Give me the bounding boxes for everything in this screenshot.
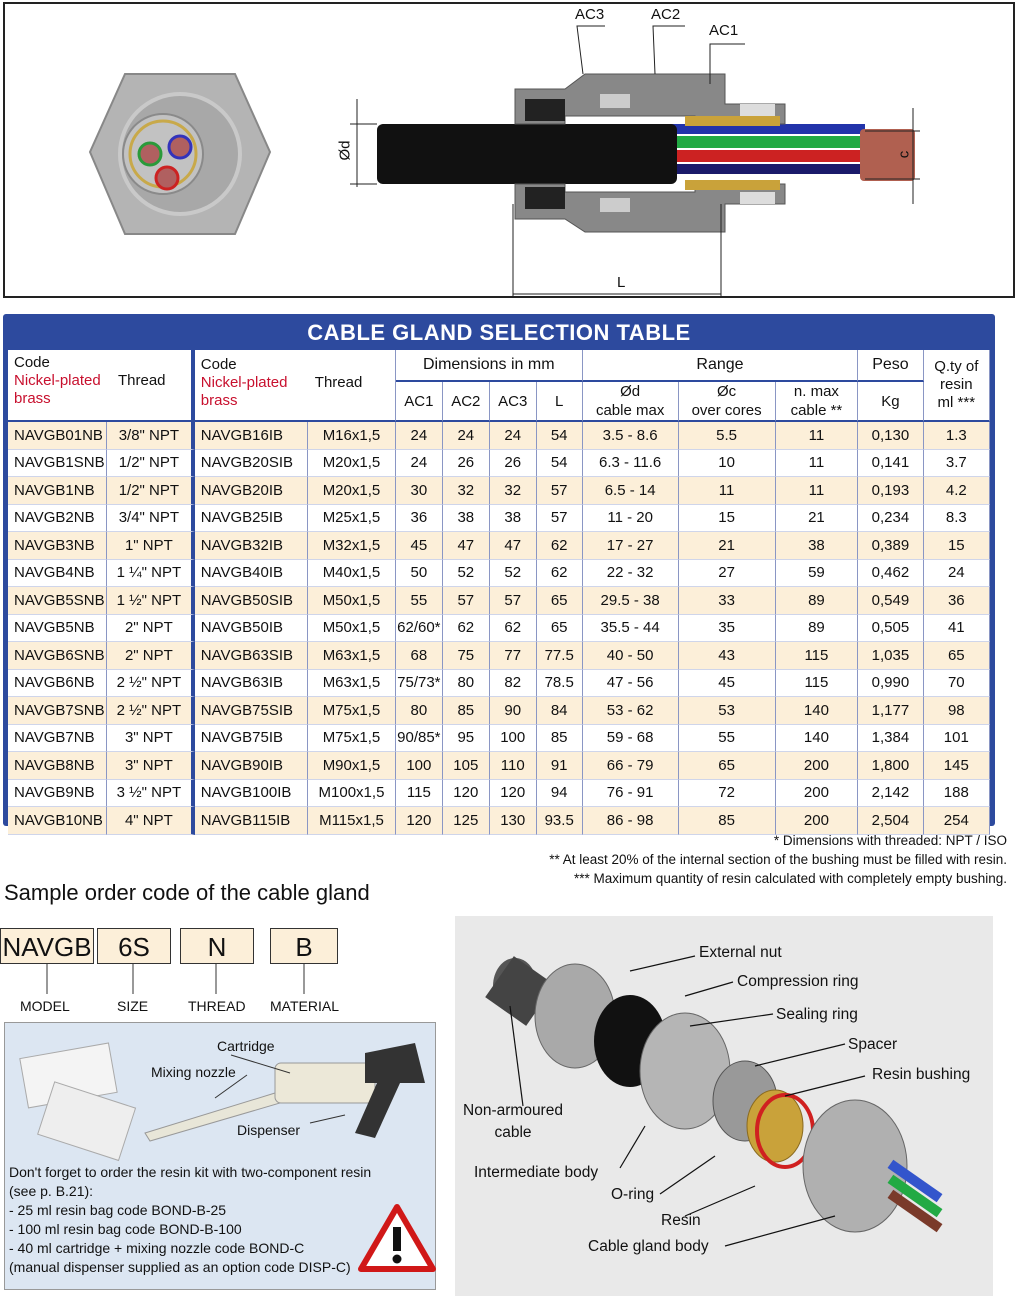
footnote-2: ** At least 20% of the internal section of the bushing must be filled with resin. xyxy=(549,852,1007,867)
table-cell: 101 xyxy=(924,725,990,753)
table-cell: 43 xyxy=(679,642,776,670)
table-row xyxy=(8,697,990,725)
header-peso: Peso xyxy=(858,350,923,382)
selection-table xyxy=(8,350,990,835)
table-cell: NAVGB75IB xyxy=(195,725,308,753)
table-cell: NAVGB16IB xyxy=(195,422,308,450)
table-cell: M25x1,5 xyxy=(308,505,396,533)
table-cell: 65 xyxy=(537,587,583,615)
code-box-material: B xyxy=(270,928,338,964)
table-cell: 85 xyxy=(537,725,583,753)
table-cell: 4.2 xyxy=(924,477,990,505)
footnote-1: * Dimensions with threaded: NPT / ISO xyxy=(773,833,1007,848)
table-cell: 72 xyxy=(679,780,776,808)
table-cell: 3" NPT xyxy=(107,725,195,753)
table-cell: 26 xyxy=(490,450,537,478)
table-cell: 1,177 xyxy=(858,697,923,725)
table-cell: NAVGB63IB xyxy=(195,670,308,698)
table-cell: 145 xyxy=(924,752,990,780)
table-cell: 93.5 xyxy=(537,807,583,835)
table-cell: NAVGB75SIB xyxy=(195,697,308,725)
header-ac2: AC2 xyxy=(443,382,490,422)
table-cell: M63x1,5 xyxy=(308,642,396,670)
table-cell: 3" NPT xyxy=(107,752,195,780)
front-view xyxy=(90,74,270,234)
table-cell: 0,990 xyxy=(858,670,923,698)
table-cell: 89 xyxy=(776,587,859,615)
ac2-label: AC2 xyxy=(651,6,681,23)
code-box-size: 6S xyxy=(97,928,171,964)
table-cell: 1 ½" NPT xyxy=(107,587,195,615)
table-cell: 62 xyxy=(490,615,537,643)
table-cell: 2,504 xyxy=(858,807,923,835)
table-cell: 47 xyxy=(490,532,537,560)
table-cell: 24 xyxy=(396,422,443,450)
table-cell: 200 xyxy=(776,780,859,808)
header-range: Range xyxy=(583,350,859,382)
table-row xyxy=(8,422,990,450)
table-row xyxy=(8,450,990,478)
table-cell: M63x1,5 xyxy=(308,670,396,698)
table-cell: NAVGB32IB xyxy=(195,532,308,560)
table-cell: NAVGB6NB xyxy=(8,670,107,698)
table-cell: 82 xyxy=(490,670,537,698)
table-cell: 66 - 79 xyxy=(583,752,679,780)
table-cell: 59 - 68 xyxy=(583,725,679,753)
table-cell: NAVGB6SNB xyxy=(8,642,107,670)
header-nickel-label: Nickel-plated xyxy=(14,372,101,389)
exploded-view-panel xyxy=(455,916,993,1296)
table-cell: 32 xyxy=(443,477,490,505)
table-cell: NAVGB90IB xyxy=(195,752,308,780)
table-cell: 21 xyxy=(776,505,859,533)
table-cell: 1" NPT xyxy=(107,532,195,560)
table-cell: 30 xyxy=(396,477,443,505)
table-cell: NAVGB4NB xyxy=(8,560,107,588)
kit-line-4: - 100 ml resin bag code BOND-B-100 xyxy=(9,1221,242,1237)
table-cell: NAVGB1SNB xyxy=(8,450,107,478)
kit-line-2: (see p. B.21): xyxy=(9,1183,94,1199)
table-cell: 11 xyxy=(776,422,859,450)
table-cell: 125 xyxy=(443,807,490,835)
table-cell: 2,142 xyxy=(858,780,923,808)
kit-line-6: (manual dispenser supplied as an option code DISP-C) xyxy=(9,1259,351,1275)
table-row xyxy=(8,642,990,670)
table-cell: 57 xyxy=(537,505,583,533)
label-non-armoured: Non-armoured xyxy=(463,1102,563,1119)
table-row xyxy=(8,587,990,615)
table-cell: M16x1,5 xyxy=(308,422,396,450)
code-box-model: NAVGB xyxy=(0,928,94,964)
table-cell: 54 xyxy=(537,422,583,450)
table-cell: NAVGB01NB xyxy=(8,422,107,450)
table-cell: 62 xyxy=(443,615,490,643)
label-o-ring: O-ring xyxy=(611,1186,655,1203)
table-cell: 22 - 32 xyxy=(583,560,679,588)
table-cell: 11 - 20 xyxy=(583,505,679,533)
table-cell: 3 ½" NPT xyxy=(107,780,195,808)
table-cell: 24 xyxy=(443,422,490,450)
table-cell: M40x1,5 xyxy=(308,560,396,588)
table-cell: 130 xyxy=(490,807,537,835)
header-ac3: AC3 xyxy=(490,382,537,422)
table-cell: 27 xyxy=(679,560,776,588)
table-cell: 2 ½" NPT xyxy=(107,697,195,725)
table-cell: 75/73* xyxy=(396,670,443,698)
table-cell: 6.5 - 14 xyxy=(583,477,679,505)
table-cell: 62/60* xyxy=(396,615,443,643)
label-compression-ring: Compression ring xyxy=(737,973,859,990)
label-spacer: Spacer xyxy=(848,1036,898,1053)
header-code-label-2: Code xyxy=(200,356,237,373)
table-cell: 70 xyxy=(924,670,990,698)
code-connector-lines xyxy=(0,964,340,998)
table-cell: 33 xyxy=(679,587,776,615)
technical-drawing xyxy=(3,2,1015,298)
table-cell: 40 - 50 xyxy=(583,642,679,670)
table-cell: 85 xyxy=(443,697,490,725)
header-nmax-1: n. max xyxy=(793,383,839,400)
table-cell: NAVGB63SIB xyxy=(195,642,308,670)
table-cell: 140 xyxy=(776,697,859,725)
table-title: CABLE GLAND SELECTION TABLE xyxy=(307,320,691,345)
header-kg: Kg xyxy=(858,382,923,422)
header-qty-resin xyxy=(924,350,990,422)
table-cell: M32x1,5 xyxy=(308,532,396,560)
header-thread-label: Thread xyxy=(118,372,166,389)
table-cell: 5.5 xyxy=(679,422,776,450)
table-cell: NAVGB8NB xyxy=(8,752,107,780)
table-cell: 3/4" NPT xyxy=(107,505,195,533)
table-cell: 140 xyxy=(776,725,859,753)
cartridge-label: Cartridge xyxy=(217,1038,275,1054)
header-oc-1: Øc xyxy=(717,383,737,400)
table-cell: NAVGB1NB xyxy=(8,477,107,505)
gland-parts xyxy=(485,956,942,1232)
dispenser-label: Dispenser xyxy=(237,1122,301,1138)
table-cell: M20x1,5 xyxy=(308,450,396,478)
table-cell: M100x1,5 xyxy=(308,780,396,808)
table-cell: NAVGB5NB xyxy=(8,615,107,643)
resin-kit-panel xyxy=(4,1022,436,1290)
table-cell: 75 xyxy=(443,642,490,670)
table-cell: 2" NPT xyxy=(107,615,195,643)
table-cell: 200 xyxy=(776,752,859,780)
table-cell: 95 xyxy=(443,725,490,753)
table-cell: 68 xyxy=(396,642,443,670)
table-cell: M20x1,5 xyxy=(308,477,396,505)
table-cell: 53 - 62 xyxy=(583,697,679,725)
table-cell: 1/2" NPT xyxy=(107,450,195,478)
table-cell: 120 xyxy=(490,780,537,808)
footnote-3: *** Maximum quantity of resin calculated with completely empty bushing. xyxy=(574,871,1007,886)
table-cell: 47 - 56 xyxy=(583,670,679,698)
table-cell: 15 xyxy=(924,532,990,560)
diameter-d-label: Ød xyxy=(336,140,354,161)
table-cell: 36 xyxy=(396,505,443,533)
table-cell: 76 - 91 xyxy=(583,780,679,808)
table-row xyxy=(8,615,990,643)
table-cell: 78.5 xyxy=(537,670,583,698)
table-cell: 77 xyxy=(490,642,537,670)
table-cell: 10 xyxy=(679,450,776,478)
table-cell: 4" NPT xyxy=(107,807,195,835)
table-cell: 35.5 - 44 xyxy=(583,615,679,643)
table-cell: 80 xyxy=(443,670,490,698)
table-row xyxy=(8,532,990,560)
header-ac1: AC1 xyxy=(396,382,443,422)
table-cell: 85 xyxy=(679,807,776,835)
table-cell: 2" NPT xyxy=(107,642,195,670)
table-cell: 45 xyxy=(679,670,776,698)
table-cell: 3/8" NPT xyxy=(107,422,195,450)
selection-table-panel xyxy=(3,314,995,829)
table-cell: 1.3 xyxy=(924,422,990,450)
table-cell: 1,384 xyxy=(858,725,923,753)
table-cell: 38 xyxy=(490,505,537,533)
table-cell: 0,549 xyxy=(858,587,923,615)
table-cell: 59 xyxy=(776,560,859,588)
table-row xyxy=(8,807,990,835)
table-cell: 55 xyxy=(396,587,443,615)
table-cell: 24 xyxy=(490,422,537,450)
table-cell: 90 xyxy=(490,697,537,725)
table-body xyxy=(8,422,990,835)
table-cell: 115 xyxy=(776,670,859,698)
header-resin: resin xyxy=(940,376,973,393)
table-cell: 8.3 xyxy=(924,505,990,533)
table-cell: 24 xyxy=(396,450,443,478)
code-box-thread: N xyxy=(180,928,254,964)
header-od-1: Ød xyxy=(620,383,641,400)
cable-gland-drawing xyxy=(5,4,1013,296)
table-cell: 65 xyxy=(679,752,776,780)
table-cell: 45 xyxy=(396,532,443,560)
table-cell: M50x1,5 xyxy=(308,587,396,615)
header-code-label: Code xyxy=(14,354,50,371)
table-cell: NAVGB115IB xyxy=(195,807,308,835)
label-resin: Resin xyxy=(661,1212,701,1229)
header-qty: Q.ty of xyxy=(934,358,979,375)
table-cell: 62 xyxy=(537,532,583,560)
table-cell: 62 xyxy=(537,560,583,588)
ac1-label: AC1 xyxy=(709,22,739,39)
table-cell: 52 xyxy=(443,560,490,588)
table-cell: 2 ½" NPT xyxy=(107,670,195,698)
header-od xyxy=(583,382,679,422)
table-cell: NAVGB3NB xyxy=(8,532,107,560)
header-code-iso xyxy=(195,350,396,422)
label-external-nut: External nut xyxy=(699,944,782,961)
table-cell: 1/2" NPT xyxy=(107,477,195,505)
table-cell: 1,035 xyxy=(858,642,923,670)
table-cell: 120 xyxy=(396,807,443,835)
header-brass-label-2: brass xyxy=(200,392,238,409)
table-cell: 55 xyxy=(679,725,776,753)
label-intermediate-body: Intermediate body xyxy=(474,1164,599,1181)
table-cell: 0,505 xyxy=(858,615,923,643)
table-cell: NAVGB50SIB xyxy=(195,587,308,615)
table-cell: 57 xyxy=(490,587,537,615)
table-cell: 17 - 27 xyxy=(583,532,679,560)
label-cable: cable xyxy=(494,1124,532,1141)
table-cell: 54 xyxy=(537,450,583,478)
table-cell: 6.3 - 11.6 xyxy=(583,450,679,478)
table-cell: 80 xyxy=(396,697,443,725)
table-cell: NAVGB2NB xyxy=(8,505,107,533)
table-cell: 65 xyxy=(924,642,990,670)
table-row xyxy=(8,560,990,588)
table-cell: 36 xyxy=(924,587,990,615)
header-oc xyxy=(679,382,776,422)
table-cell: NAVGB20IB xyxy=(195,477,308,505)
table-cell: 188 xyxy=(924,780,990,808)
header-brass-label: brass xyxy=(14,390,51,407)
header-oc-2: over cores xyxy=(691,402,762,419)
table-cell: 89 xyxy=(776,615,859,643)
table-cell: 32 xyxy=(490,477,537,505)
table-cell: 57 xyxy=(443,587,490,615)
table-cell: NAVGB5SNB xyxy=(8,587,107,615)
table-cell: 35 xyxy=(679,615,776,643)
table-cell: 91 xyxy=(537,752,583,780)
length-l-label: L xyxy=(617,274,626,291)
table-cell: 120 xyxy=(443,780,490,808)
table-cell: 254 xyxy=(924,807,990,835)
table-cell: 0,462 xyxy=(858,560,923,588)
header-nmax-2: cable ** xyxy=(790,402,843,419)
header-code-npt xyxy=(8,350,195,422)
table-cell: 3.7 xyxy=(924,450,990,478)
sample-order-title: Sample order code of the cable gland xyxy=(4,880,370,905)
side-view xyxy=(350,26,920,296)
table-row xyxy=(8,780,990,808)
header-ml: ml *** xyxy=(937,394,976,411)
table-row xyxy=(8,505,990,533)
table-cell: 11 xyxy=(776,450,859,478)
label-resin-bushing: Resin bushing xyxy=(872,1066,971,1083)
table-cell: 11 xyxy=(679,477,776,505)
table-cell: 50 xyxy=(396,560,443,588)
table-cell: M115x1,5 xyxy=(308,807,396,835)
table-cell: NAVGB100IB xyxy=(195,780,308,808)
kit-line-5: - 40 ml cartridge + mixing nozzle code BOND-C xyxy=(9,1240,305,1256)
table-cell: 52 xyxy=(490,560,537,588)
kit-line-1: Don't forget to order the resin kit with two-component resin xyxy=(9,1164,372,1180)
table-cell: 26 xyxy=(443,450,490,478)
table-cell: 29.5 - 38 xyxy=(583,587,679,615)
kit-line-3: - 25 ml resin bag code BOND-B-25 xyxy=(9,1202,227,1218)
header-dimensions: Dimensions in mm xyxy=(396,350,583,382)
table-cell: M90x1,5 xyxy=(308,752,396,780)
table-cell: 86 - 98 xyxy=(583,807,679,835)
code-label-thread: THREAD xyxy=(188,998,246,1014)
table-cell: 38 xyxy=(443,505,490,533)
table-cell: 53 xyxy=(679,697,776,725)
table-cell: 0,234 xyxy=(858,505,923,533)
table-cell: 57 xyxy=(537,477,583,505)
table-cell: NAVGB25IB xyxy=(195,505,308,533)
table-cell: 94 xyxy=(537,780,583,808)
header-l: L xyxy=(537,382,583,422)
table-cell: 90/85* xyxy=(396,725,443,753)
label-cable-gland-body: Cable gland body xyxy=(588,1238,709,1255)
header-nickel-label-2: Nickel-plated xyxy=(200,374,288,391)
table-cell: 77.5 xyxy=(537,642,583,670)
table-cell: 1,800 xyxy=(858,752,923,780)
table-cell: 15 xyxy=(679,505,776,533)
table-cell: 38 xyxy=(776,532,859,560)
warning-icon xyxy=(357,1203,437,1273)
table-cell: M50x1,5 xyxy=(308,615,396,643)
mixing-nozzle-label: Mixing nozzle xyxy=(151,1064,236,1080)
table-cell: 1 ¼" NPT xyxy=(107,560,195,588)
table-cell: 98 xyxy=(924,697,990,725)
table-cell: 100 xyxy=(396,752,443,780)
table-cell: 105 xyxy=(443,752,490,780)
code-label-model: MODEL xyxy=(20,998,70,1014)
table-cell: 24 xyxy=(924,560,990,588)
table-cell: NAVGB9NB xyxy=(8,780,107,808)
header-od-2: cable max xyxy=(595,402,665,419)
table-cell: 21 xyxy=(679,532,776,560)
code-label-material: MATERIAL xyxy=(270,998,339,1014)
table-cell: 84 xyxy=(537,697,583,725)
table-cell: 100 xyxy=(490,725,537,753)
table-cell: 65 xyxy=(537,615,583,643)
table-cell: 0,141 xyxy=(858,450,923,478)
table-cell: 41 xyxy=(924,615,990,643)
table-cell: 110 xyxy=(490,752,537,780)
header-nmax xyxy=(776,382,859,422)
table-cell: 11 xyxy=(776,477,859,505)
label-sealing-ring: Sealing ring xyxy=(776,1006,858,1023)
table-cell: 0,193 xyxy=(858,477,923,505)
header-thread-label-2: Thread xyxy=(314,374,363,391)
table-cell: NAVGB40IB xyxy=(195,560,308,588)
table-cell: NAVGB7NB xyxy=(8,725,107,753)
table-row xyxy=(8,670,990,698)
table-cell: 3.5 - 8.6 xyxy=(583,422,679,450)
table-cell: 0,389 xyxy=(858,532,923,560)
table-cell: 115 xyxy=(396,780,443,808)
table-cell: 47 xyxy=(443,532,490,560)
table-cell: NAVGB20SIB xyxy=(195,450,308,478)
table-cell: 115 xyxy=(776,642,859,670)
table-cell: NAVGB50IB xyxy=(195,615,308,643)
code-label-size: SIZE xyxy=(117,998,149,1014)
table-cell: M75x1,5 xyxy=(308,697,396,725)
ac3-label: AC3 xyxy=(575,6,605,23)
table-cell: NAVGB10NB xyxy=(8,807,107,835)
table-cell: NAVGB7SNB xyxy=(8,697,107,725)
table-cell: 0,130 xyxy=(858,422,923,450)
table-row xyxy=(8,752,990,780)
resin-bags xyxy=(20,1043,136,1160)
table-cell: M75x1,5 xyxy=(308,725,396,753)
table-cell: 200 xyxy=(776,807,859,835)
c-label: c xyxy=(895,150,913,159)
table-row xyxy=(8,477,990,505)
table-row xyxy=(8,725,990,753)
